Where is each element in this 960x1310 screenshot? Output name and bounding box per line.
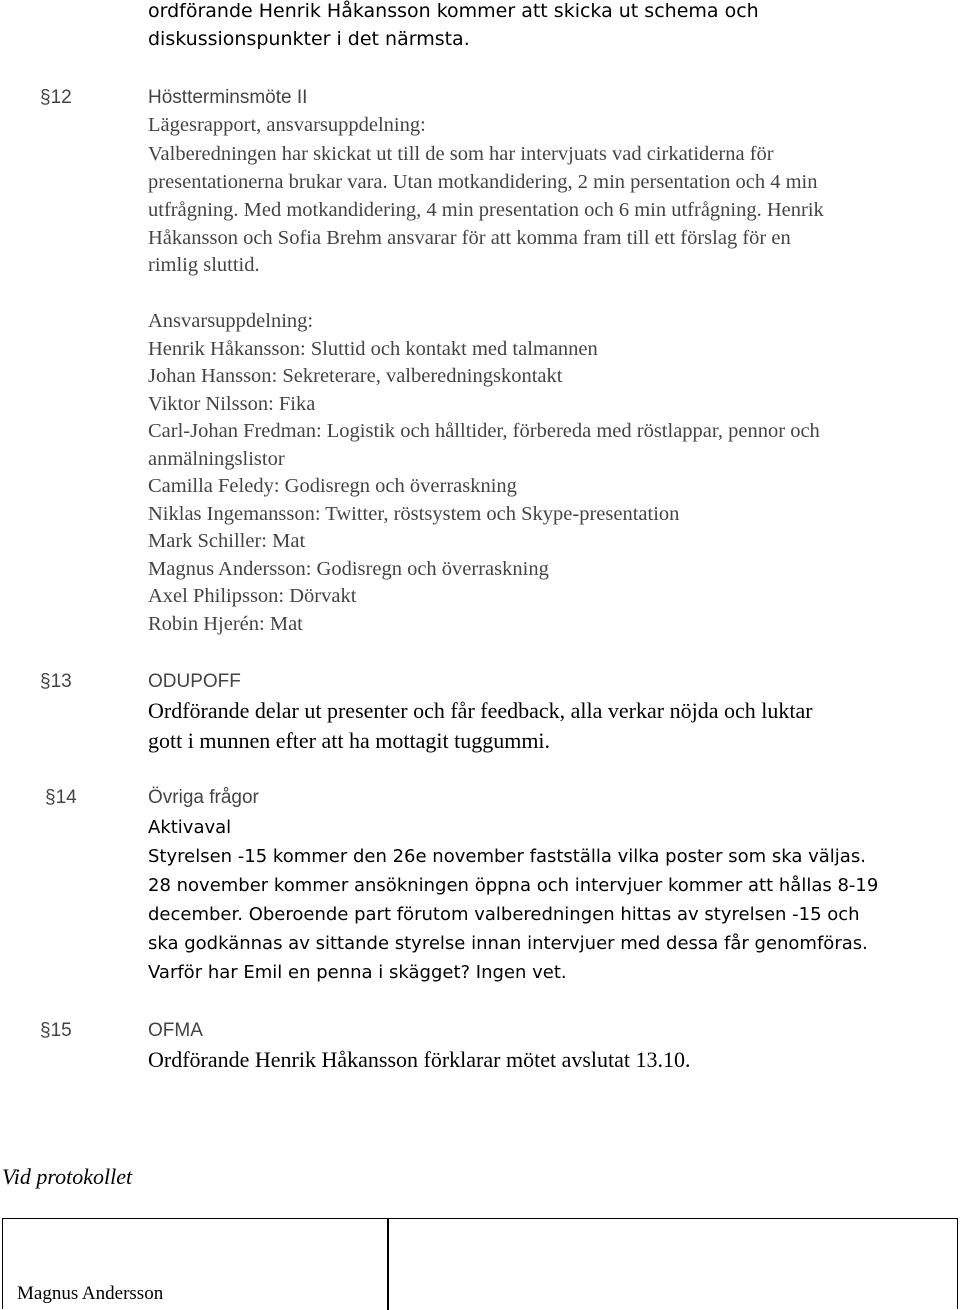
section-12-line-2: presentationerna brukar vara. Utan motkandidering, 2 min persentation och 4 min xyxy=(148,171,818,193)
signature-heading: Vid protokollet xyxy=(2,1164,133,1189)
responsibility-item: Henrik Håkansson: Sluttid och kontakt med talmannen xyxy=(148,338,598,360)
signature-table xyxy=(2,1218,958,1309)
responsibility-item: Mark Schiller: Mat xyxy=(148,530,306,552)
section-14-title: Övriga frågor xyxy=(148,787,259,808)
responsibility-item: Johan Hansson: Sekreterare, valberedningskontakt xyxy=(148,365,563,387)
continuation-line-1: ordförande Henrik Håkansson kommer att skicka ut schema och xyxy=(148,0,759,22)
responsibility-item: Viktor Nilsson: Fika xyxy=(148,393,316,415)
section-12-line-4: Håkansson och Sofia Brehm ansvarar för att komma fram till ett förslag för en xyxy=(148,227,791,249)
signature-name: Magnus Andersson xyxy=(17,1283,164,1304)
section-15-number: §15 xyxy=(40,1020,72,1041)
section-14-line-5: Varför har Emil en penna i skägget? Ingen vet. xyxy=(148,962,567,983)
section-13-title: ODUPOFF xyxy=(148,671,241,692)
signature-divider xyxy=(387,1219,389,1310)
section-14-number: §14 xyxy=(45,787,77,808)
section-12-subtitle: Lägesrapport, ansvarsuppdelning: xyxy=(148,114,426,136)
section-15-title: OFMA xyxy=(148,1020,203,1041)
responsibility-item: Magnus Andersson: Godisregn och överraskning xyxy=(148,558,549,580)
section-14-subtitle: Aktivaval xyxy=(148,817,232,838)
responsibility-item: anmälningslistor xyxy=(148,448,285,470)
section-12-number: §12 xyxy=(40,87,72,108)
section-15-line-1: Ordförande Henrik Håkansson förklarar mötet avslutat 13.10. xyxy=(148,1047,691,1072)
section-14-line-4: ska godkännas av sittande styrelse innan intervjuer med dessa får genomföras. xyxy=(148,933,868,954)
responsibility-item: Carl-Johan Fredman: Logistik och hålltider, förbereda med röstlappar, pennor och xyxy=(148,420,820,442)
section-14-line-1: Styrelsen -15 kommer den 26e november fastställa vilka poster som ska väljas. xyxy=(148,846,866,867)
responsibility-item: Axel Philipsson: Dörvakt xyxy=(148,585,357,607)
responsibility-item: Camilla Feledy: Godisregn och överraskning xyxy=(148,475,517,497)
responsibility-item: Niklas Ingemansson: Twitter, röstsystem och Skype-presentation xyxy=(148,503,680,525)
section-13-line-2: gott i munnen efter att ha mottagit tuggummi. xyxy=(148,728,551,753)
responsibility-heading: Ansvarsuppdelning: xyxy=(148,310,314,332)
section-13-number: §13 xyxy=(40,671,72,692)
section-13-line-1: Ordförande delar ut presenter och får feedback, alla verkar nöjda och luktar xyxy=(148,698,813,723)
section-14-line-3: december. Oberoende part förutom valberedningen hittas av styrelsen -15 och xyxy=(148,904,860,925)
continuation-line-2: diskussionspunkter i det närmsta. xyxy=(148,28,470,50)
responsibility-item: Robin Hjerén: Mat xyxy=(148,613,303,635)
section-12-line-3: utfrågning. Med motkandidering, 4 min presentation och 6 min utfrågning. Henrik xyxy=(148,199,824,221)
section-12-line-5: rimlig sluttid. xyxy=(148,254,260,276)
section-14-line-2: 28 november kommer ansökningen öppna och intervjuer kommer att hållas 8-19 xyxy=(148,875,879,896)
section-12-line-1: Valberedningen har skickat ut till de som har intervjuats vad cirkatiderna för xyxy=(148,143,774,165)
section-12-title: Höstterminsmöte II xyxy=(148,87,308,108)
